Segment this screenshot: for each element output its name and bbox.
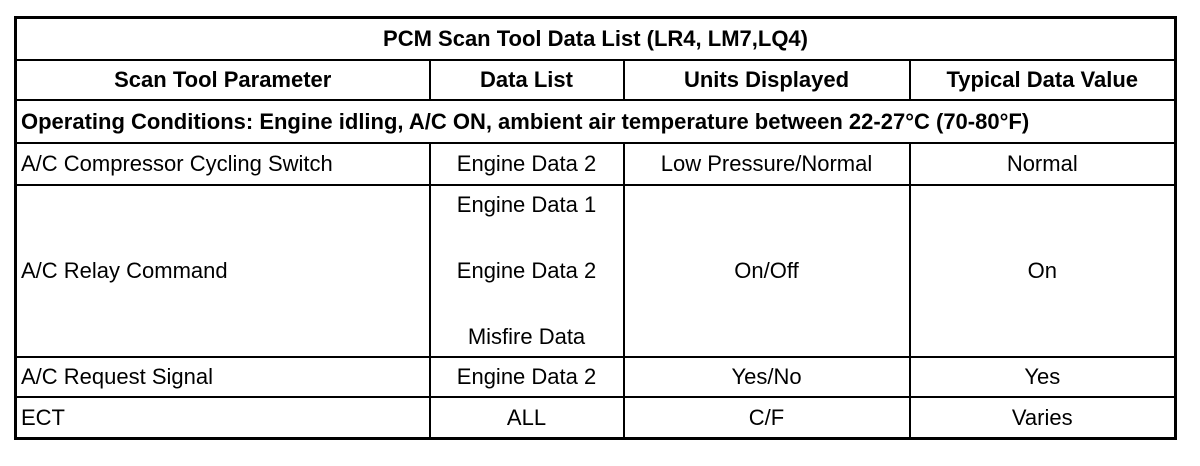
data-list-cell: ALL [430,397,624,439]
units-cell: Low Pressure/Normal [624,143,910,185]
parameter-cell: A/C Request Signal [16,357,430,397]
table-row [16,143,1176,185]
parameter-cell: ECT [16,397,430,439]
column-header-units: Units Displayed [624,60,910,100]
table-row [16,357,1176,397]
typical-value-cell: On [910,185,1176,357]
data-list-cell: Engine Data 2 [430,143,624,185]
data-list-cell: Engine Data 2 [430,357,624,397]
table-row [16,185,1176,357]
parameter-cell: A/C Relay Command [16,185,430,357]
operating-conditions: Operating Conditions: Engine idling, A/C ON, ambient air temperature between 22-27°C (70-80°F) [16,100,1176,143]
data-list-item: Engine Data 1 [456,192,597,217]
scan-tool-data-table [14,16,1177,440]
column-header-parameter: Scan Tool Parameter [16,60,430,100]
units-cell: Yes/No [624,357,910,397]
typical-value-cell: Varies [910,397,1176,439]
column-header-data-list: Data List [430,60,624,100]
table-row [16,397,1176,439]
data-list-cell [430,185,624,357]
typical-value-cell: Yes [910,357,1176,397]
typical-value-cell: Normal [910,143,1176,185]
units-cell: On/Off [624,185,910,357]
column-header-typical-value: Typical Data Value [910,60,1176,100]
table-title: PCM Scan Tool Data List (LR4, LM7,LQ4) [16,18,1176,61]
parameter-cell: A/C Compressor Cycling Switch [16,143,430,185]
data-list-item: Engine Data 2 [456,258,597,283]
units-cell: C/F [624,397,910,439]
data-list-item: Misfire Data [467,324,586,349]
scan-tool-data-sheet [14,16,1177,440]
data-list-stack [435,193,619,349]
